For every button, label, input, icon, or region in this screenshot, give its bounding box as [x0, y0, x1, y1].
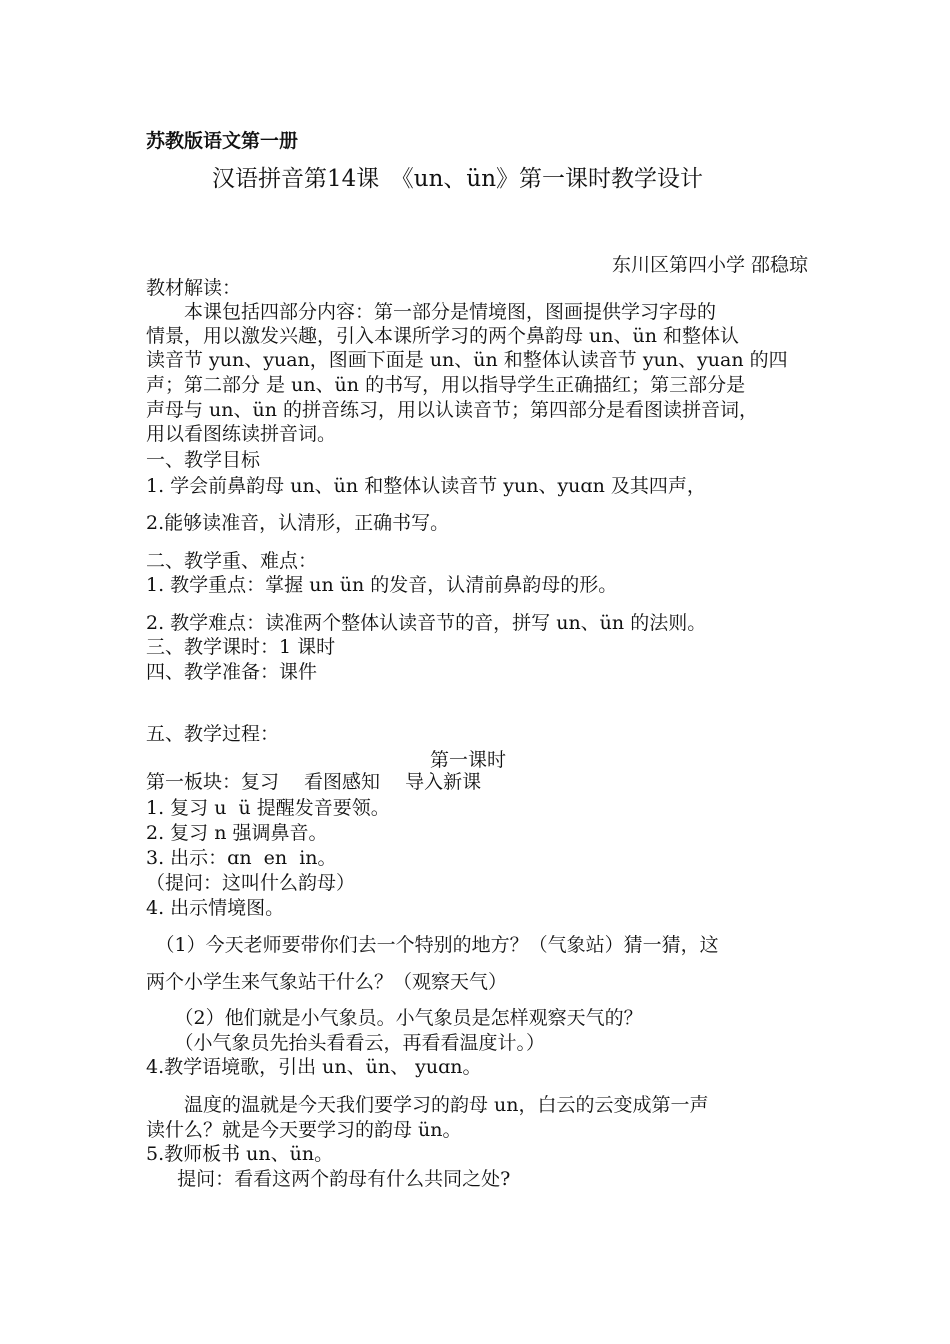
intro-paragraph-line: 情景，用以激发兴趣，引入本课所学习的两个鼻韵母 un、ün 和整体认 — [146, 325, 740, 347]
step-item: 2. 复习 n 强调鼻音。 — [146, 822, 328, 844]
step-note: （提问：这叫什么韵母） — [146, 872, 356, 894]
step-detail: （2）他们就是小气象员。小气象员是怎样观察天气的？ — [146, 1007, 643, 1029]
intro-paragraph-line: 本课包括四部分内容：第一部分是情境图，图画提供学习字母的 — [146, 301, 717, 323]
intro-paragraph-line: 声；第二部分 是 un、ün 的书写，用以指导学生正确描红；第三部分是 — [146, 374, 746, 396]
step-item: 1. 复习 u ü 提醒发音要领。 — [146, 797, 390, 819]
step-detail: （小气象员先抬头看看云，再看看温度计。） — [146, 1032, 546, 1054]
hours-line: 三、教学课时：1 课时 — [146, 636, 336, 658]
step-item: 5.教师板书 un、ün。 — [146, 1143, 334, 1165]
intro-heading: 教材解读： — [146, 277, 242, 299]
step-item: 3. 出示：ɑn en in。 — [146, 847, 337, 869]
step-detail: 温度的温就是今天我们要学习的韵母 un，白云的云变成第一声 — [146, 1094, 709, 1116]
process-heading: 五、教学过程： — [146, 723, 280, 745]
author-line: 东川区第四小学 邵稳琼 — [611, 254, 808, 276]
goal-item: 2.能够读准音，认清形，正确书写。 — [146, 512, 450, 534]
block-heading: 第一板块：复习 看图感知 导入新课 — [146, 771, 482, 793]
keypoint-item: 1. 教学重点：掌握 un ün 的发音，认清前鼻韵母的形。 — [146, 574, 618, 596]
step-question: 提问：看看这两个韵母有什么共同之处? — [146, 1168, 511, 1190]
lesson-heading: 第一课时 — [430, 749, 507, 771]
step-item: 4. 出示情境图。 — [146, 897, 285, 919]
series-title: 苏教版语文第一册 — [146, 130, 299, 152]
step-detail: 两个小学生来气象站干什么？（观察天气） — [146, 971, 508, 993]
keypoints-heading: 二、教学重、难点： — [146, 550, 318, 572]
intro-paragraph-line: 用以看图练读拼音词。 — [146, 423, 337, 445]
intro-paragraph-line: 声母与 un、ün 的拼音练习，用以认读音节；第四部分是看图读拼音词， — [146, 399, 759, 421]
step-item: 4.教学语境歌，引出 un、ün、 yuɑn。 — [146, 1056, 482, 1078]
prep-line: 四、教学准备：课件 — [146, 661, 318, 683]
step-detail: （1）今天老师要带你们去一个特别的地方？（气象站）猜一猜，这 — [146, 934, 719, 956]
keypoint-item: 2. 教学难点：读准两个整体认读音节的音，拼写 un、ün 的法则。 — [146, 612, 707, 634]
goal-item: 1. 学会前鼻韵母 un、ün 和整体认读音节 yun、yuɑn 及其四声， — [146, 475, 706, 497]
goals-heading: 一、教学目标 — [146, 449, 261, 471]
document-title: 汉语拼音第14课 《un、ün》第一课时教学设计 — [212, 166, 704, 192]
step-detail: 读什么？就是今天要学习的韵母 ün。 — [146, 1119, 462, 1141]
intro-paragraph-line: 读音节 yun、yuan，图画下面是 un、ün 和整体认读音节 yun、yuan 的四 — [146, 349, 788, 371]
